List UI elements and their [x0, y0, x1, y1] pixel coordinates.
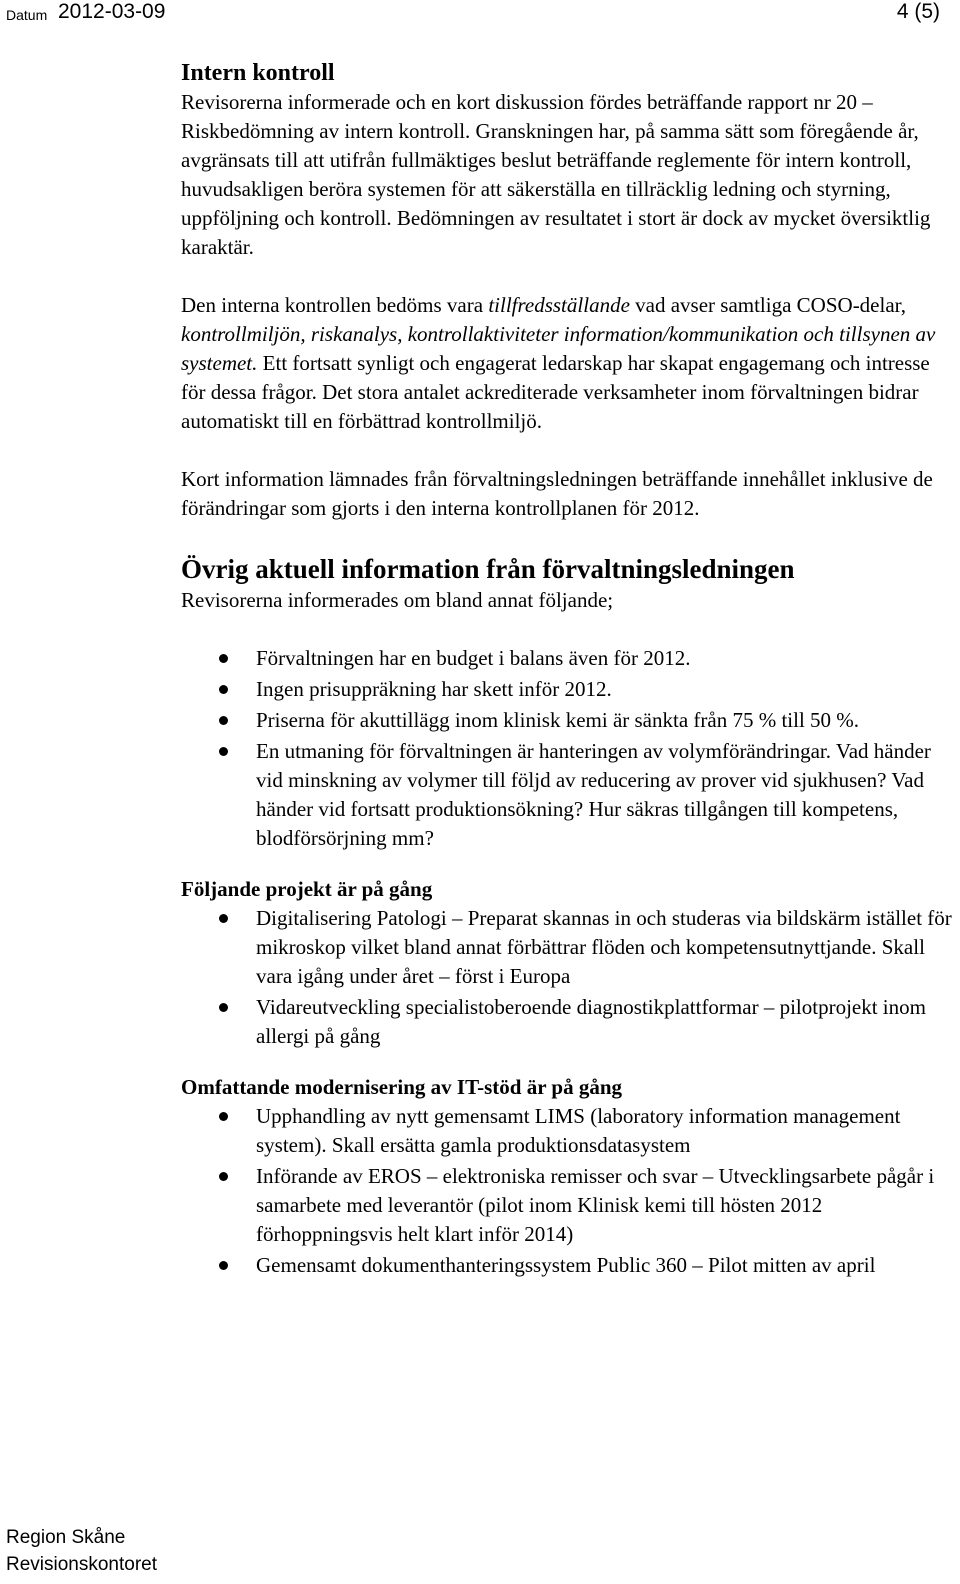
document-date: 2012-03-09	[58, 0, 166, 23]
list-item: Gemensamt dokumenthanteringssystem Public 360 – Pilot mitten av april	[181, 1251, 953, 1280]
it-bullet-list	[181, 1102, 953, 1280]
bullet-icon	[219, 1172, 228, 1181]
intern-p2-emphasis-b: kontrollmiljön, riskanalys, kontrollaktiviteter information/kommunikation och tillsynen av systemet.	[181, 322, 936, 375]
section-title-it-stod: Omfattande modernisering av IT-stöd är på gång	[181, 1075, 623, 1099]
list-item: Upphandling av nytt gemensamt LIMS (laboratory information management system). Skall ersätta gamla produktionsdatasystem	[181, 1102, 953, 1160]
list-item: Digitalisering Patologi – Preparat skannas in och studeras via bildskärm istället för mikroskop vilket bland annat förbättrar flöden och kompetensutnyttjande. Skall vara igång under året – först i Europa	[181, 904, 953, 991]
page-footer	[6, 1524, 157, 1578]
bullet-icon	[219, 685, 228, 694]
intern-paragraph-3: Kort information lämnades från förvaltningsledningen beträffande innehållet inklusive de förändringar som gjorts i den interna kontrollplanen för 2012.	[181, 467, 933, 520]
section-title-projekt: Följande projekt är på gång	[181, 877, 433, 901]
list-item: Ingen prisuppräkning har skett inför 2012.	[181, 675, 953, 704]
bullet-icon	[219, 1261, 228, 1270]
intern-p2-text-c: Ett fortsatt synligt och engagerat ledarskap har skapat engagemang och intresse för dessa frågor. Det stora antalet ackrediterade verksamheter inom förvaltningen bidrar automatiskt till en förbättrad kontrollmiljö.	[181, 351, 930, 433]
ovrig-bullet-list	[181, 644, 953, 853]
intern-paragraph-2	[181, 291, 953, 436]
list-item: Priserna för akuttillägg inom klinisk kemi är sänkta från 75 % till 50 %.	[181, 706, 953, 735]
projekt-bullet-list	[181, 904, 953, 1051]
page-header	[6, 0, 940, 30]
bullet-icon	[219, 1003, 228, 1012]
date-label: Datum	[6, 7, 48, 23]
intern-p2-text-a: Den interna kontrollen bedöms vara	[181, 293, 489, 317]
bullet-icon	[219, 747, 228, 756]
intern-p2-text-b: vad avser samtliga COSO-delar,	[629, 293, 907, 317]
list-item: Förvaltningen har en budget i balans även för 2012.	[181, 644, 953, 673]
page-number: 4 (5)	[896, 0, 940, 23]
list-item: Införande av EROS – elektroniska remisser och svar – Utvecklingsarbete pågår i samarbete med leverantör (pilot inom Klinisk kemi till hösten 2012 förhoppningsvis helt klart inför 2014)	[181, 1162, 953, 1249]
section-title-intern-kontroll: Intern kontroll	[181, 60, 335, 86]
bullet-icon	[219, 654, 228, 663]
bullet-icon	[219, 914, 228, 923]
bullet-icon	[219, 716, 228, 725]
footer-organization: Region Skåne	[6, 1527, 126, 1548]
list-item: En utmaning för förvaltningen är hanteringen av volymförändringar. Vad händer vid minskning av volymer till följd av reducering av prover vid sjukhusen? Vad händer vid fortsatt produktionsökning? Hur säkras tillgången till kompetens, blodförsörjning mm?	[181, 737, 953, 853]
intern-p2-emphasis-a: tillfredsställande	[488, 293, 630, 317]
ovrig-intro: Revisorerna informerades om bland annat följande;	[181, 588, 614, 612]
footer-department: Revisionskontoret	[6, 1554, 158, 1575]
document-body	[181, 58, 953, 1282]
list-item: Vidareutveckling specialistoberoende diagnostikplattformar – pilotprojekt inom allergi på gång	[181, 993, 953, 1051]
intern-paragraph-1: Revisorerna informerade och en kort diskussion fördes beträffande rapport nr 20 – Riskbedömning av intern kontroll. Granskningen har, på samma sätt som föregående år, avgränsats till att utifrån fullmäktiges beslut beträffande reglemente för intern kontroll, huvudsakligen beröra systemen för att säkerställa en tillräcklig ledning och styrning, uppföljning och kontroll. Bedömningen av resultatet i stort är dock av mycket översiktlig karaktär.	[181, 90, 931, 259]
bullet-icon	[219, 1112, 228, 1121]
section-title-ovrig-information: Övrig aktuell information från förvaltningsledningen	[181, 554, 795, 584]
